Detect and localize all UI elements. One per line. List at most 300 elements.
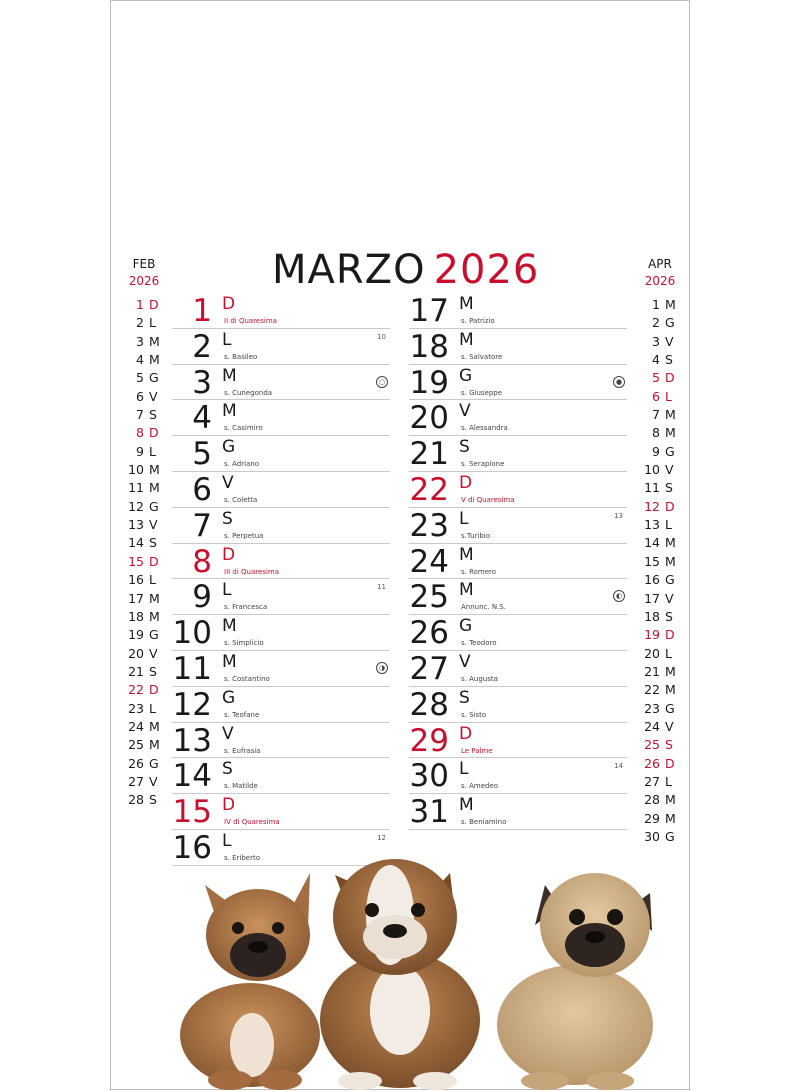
prev-month-day-letter: S — [149, 407, 157, 423]
next-month-day-number: 19 — [644, 627, 660, 643]
next-month-day-letter: S — [665, 480, 673, 496]
day-number: 12 — [172, 686, 212, 723]
day-number: 25 — [409, 579, 449, 616]
next-month-day-letter: M — [665, 407, 676, 423]
prev-month-day-row — [122, 553, 166, 571]
next-month-day-number: 1 — [652, 297, 660, 312]
next-month-day-number: 6 — [652, 388, 660, 404]
saint-name: s. Simplicio — [224, 639, 264, 648]
day-number: 9 — [192, 579, 212, 616]
next-month-day-letter: S — [665, 352, 673, 368]
saint-name: s. Cunegonda — [224, 388, 273, 397]
day-number: 16 — [172, 829, 212, 866]
next-month-day-row — [638, 736, 682, 754]
next-month-day-number: 24 — [644, 718, 660, 734]
next-month-day-number: 7 — [652, 407, 660, 423]
week-number: 11 — [377, 583, 386, 592]
day-row — [409, 365, 627, 401]
next-month-day-letter: D — [665, 370, 675, 386]
prev-month-day-number: 15 — [128, 553, 144, 569]
saint-name: s. Matilde — [224, 782, 258, 791]
saint-name: s. Basileo — [224, 352, 258, 361]
day-number: 23 — [409, 507, 449, 544]
prev-month-day-row — [122, 736, 166, 754]
days-column-left — [172, 293, 390, 866]
prev-month-day-letter: M — [149, 352, 160, 368]
saint-name: III di Quaresima — [224, 567, 279, 576]
prev-month-day-row — [122, 534, 166, 552]
next-month-day-letter: L — [665, 645, 672, 661]
day-row — [409, 293, 627, 329]
month-title — [272, 244, 539, 296]
next-month-day-letter: M — [665, 810, 676, 826]
prev-month-day-number: 9 — [136, 443, 144, 459]
day-row — [172, 400, 390, 436]
next-month-day-letter: L — [665, 773, 672, 789]
day-row — [172, 794, 390, 830]
saint-name: Annunc. N.S. — [461, 603, 506, 612]
next-month-day-row — [638, 534, 682, 552]
next-month-day-row — [638, 553, 682, 571]
prev-month-day-number: 26 — [128, 755, 144, 771]
next-month-day-number: 10 — [644, 462, 660, 478]
next-month-day-row — [638, 443, 682, 461]
next-month-day-number: 15 — [644, 553, 660, 569]
day-row — [172, 758, 390, 794]
day-letter: D — [459, 723, 473, 744]
next-month-day-number: 2 — [652, 315, 660, 331]
prev-month-day-letter: L — [149, 572, 156, 588]
next-month-day-number: 25 — [644, 737, 660, 753]
saint-name: s.Turibio — [461, 531, 491, 540]
prev-month-day-letter: L — [149, 315, 156, 331]
day-number: 30 — [409, 758, 449, 795]
next-month-day-row — [638, 388, 682, 406]
next-month-day-letter: M — [665, 792, 676, 808]
next-month-day-row — [638, 681, 682, 699]
prev-month-day-number: 27 — [128, 773, 144, 789]
prev-month-day-row — [122, 369, 166, 387]
prev-month-year: 2026 — [128, 274, 160, 288]
month-name: MARZO — [272, 247, 426, 293]
next-month-day-row — [638, 333, 682, 351]
next-month-day-row — [638, 828, 682, 846]
prev-month-day-row — [122, 424, 166, 442]
day-row — [409, 544, 627, 580]
next-month-day-number: 9 — [652, 443, 660, 459]
prev-month-day-number: 1 — [136, 297, 144, 312]
day-number: 7 — [192, 507, 212, 544]
prev-month-day-letter: D — [149, 425, 159, 441]
next-month-name: APR — [648, 257, 672, 271]
day-number: 20 — [409, 400, 449, 437]
next-month-day-number: 8 — [652, 425, 660, 441]
prev-month-day-number: 23 — [128, 700, 144, 716]
prev-month-day-letter: M — [149, 608, 160, 624]
day-letter: D — [222, 795, 236, 816]
next-month-day-letter: D — [665, 755, 675, 771]
saint-name: s. Patrizio — [461, 317, 495, 325]
next-month-day-letter: M — [665, 425, 676, 441]
day-letter: V — [459, 401, 471, 422]
prev-month-day-letter: M — [149, 590, 160, 606]
prev-month-day-row — [122, 351, 166, 369]
day-row — [172, 293, 390, 329]
prev-month-days — [122, 296, 166, 810]
saint-name: V di Quaresima — [461, 495, 515, 504]
month-year: 2026 — [433, 247, 540, 293]
prev-month-day-row — [122, 773, 166, 791]
prev-month-day-letter: M — [149, 737, 160, 753]
day-number: 28 — [409, 686, 449, 723]
prev-month-day-letter: D — [149, 297, 159, 312]
day-number: 24 — [409, 543, 449, 580]
prev-month-day-number: 21 — [128, 663, 144, 679]
day-row — [409, 472, 627, 508]
prev-month-day-row — [122, 516, 166, 534]
next-month-day-row — [638, 498, 682, 516]
week-number: 14 — [614, 762, 623, 771]
day-row — [172, 687, 390, 723]
day-letter: M — [459, 544, 474, 565]
prev-month-day-row — [122, 663, 166, 681]
next-month-day-number: 17 — [644, 590, 660, 606]
saint-name: s. Amedeo — [461, 782, 499, 791]
day-row — [172, 579, 390, 615]
day-letter: D — [459, 472, 473, 493]
day-row — [172, 365, 390, 401]
next-month-day-letter: M — [665, 663, 676, 679]
prev-month-day-letter: G — [149, 370, 159, 386]
next-month-day-row — [638, 516, 682, 534]
day-number: 19 — [409, 364, 449, 401]
saint-name: s. Teofane — [224, 710, 260, 719]
week-number: 13 — [614, 511, 623, 520]
day-letter: M — [222, 365, 237, 386]
next-month-day-row — [638, 663, 682, 681]
prev-month-day-number: 28 — [128, 792, 144, 808]
next-month-day-number: 30 — [644, 828, 660, 844]
day-letter: S — [459, 687, 470, 708]
next-month-day-row — [638, 645, 682, 663]
puppies-image — [150, 845, 670, 1090]
pug-shape — [497, 873, 653, 1090]
saint-name: s. Teodoro — [461, 639, 497, 648]
prev-month-day-number: 3 — [136, 333, 144, 349]
next-month-day-letter: M — [665, 553, 676, 569]
next-month-day-number: 5 — [652, 370, 660, 386]
next-month-day-number: 4 — [652, 352, 660, 368]
next-month-day-letter: M — [665, 297, 676, 312]
day-row — [172, 615, 390, 651]
prev-month-day-row — [122, 681, 166, 699]
next-month-day-number: 12 — [644, 498, 660, 514]
prev-month-day-row — [122, 755, 166, 773]
day-row — [409, 579, 627, 615]
saint-name: s. Giuseppe — [461, 388, 503, 397]
next-month-day-letter: S — [665, 737, 673, 753]
day-row — [409, 651, 627, 687]
saint-name: s. Beniamino — [461, 818, 507, 827]
next-month-day-row — [638, 424, 682, 442]
prev-month-day-letter: G — [149, 755, 159, 771]
prev-month-day-letter: S — [149, 663, 157, 679]
prev-month-day-letter: L — [149, 700, 156, 716]
prev-month-day-row — [122, 443, 166, 461]
prev-month-day-number: 24 — [128, 718, 144, 734]
next-month-day-number: 3 — [652, 333, 660, 349]
prev-month-day-letter: M — [149, 462, 160, 478]
next-month-day-number: 11 — [644, 480, 660, 496]
day-number: 5 — [192, 436, 212, 473]
prev-month-day-row — [122, 791, 166, 809]
day-letter: L — [222, 580, 232, 601]
day-number: 4 — [192, 400, 212, 437]
prev-month-header — [122, 256, 166, 290]
next-month-day-letter: G — [665, 443, 675, 459]
next-month-day-row — [638, 479, 682, 497]
day-row — [409, 436, 627, 472]
next-month-day-number: 22 — [644, 682, 660, 698]
next-month-day-row — [638, 700, 682, 718]
next-month-day-row — [638, 590, 682, 608]
day-row — [172, 508, 390, 544]
day-number: 13 — [172, 722, 212, 759]
next-month-day-row — [638, 369, 682, 387]
prev-month-day-row — [122, 333, 166, 351]
saint-name: s. Sisto — [461, 710, 487, 719]
next-month-days — [638, 296, 682, 846]
day-row — [172, 436, 390, 472]
prev-month-day-letter: G — [149, 627, 159, 643]
next-month-day-letter: G — [665, 700, 675, 716]
moon-phase-first-icon: ◐ — [613, 590, 625, 602]
day-letter: G — [459, 616, 473, 637]
next-month-day-row — [638, 296, 682, 314]
prev-month-day-number: 8 — [136, 425, 144, 441]
moon-phase-full-icon: ○ — [376, 376, 388, 388]
next-month-day-letter: M — [665, 535, 676, 551]
day-number: 31 — [409, 794, 449, 831]
next-month-day-number: 27 — [644, 773, 660, 789]
saint-name: II di Quaresima — [224, 317, 277, 325]
day-row — [409, 687, 627, 723]
prev-month-day-number: 12 — [128, 498, 144, 514]
prev-month-day-letter: S — [149, 535, 157, 551]
next-month-day-letter: V — [665, 462, 674, 478]
next-month-day-number: 14 — [644, 535, 660, 551]
saint-name: s. Romero — [461, 567, 497, 576]
prev-month-day-row — [122, 296, 166, 314]
saint-name: s. Eriberto — [224, 853, 260, 862]
moon-phase-new-icon: ● — [613, 376, 625, 388]
day-letter: M — [459, 329, 474, 350]
prev-month-day-number: 25 — [128, 737, 144, 753]
day-number: 27 — [409, 650, 449, 687]
prev-month-day-row — [122, 498, 166, 516]
day-letter: M — [459, 294, 474, 314]
next-month-day-letter: D — [665, 498, 675, 514]
prev-month-day-number: 13 — [128, 517, 144, 533]
day-letter: V — [459, 651, 471, 672]
day-letter: L — [459, 508, 469, 529]
day-letter: S — [222, 508, 233, 529]
saint-name: s. Eufrasia — [224, 746, 261, 755]
day-letter: D — [222, 544, 236, 565]
day-letter: M — [222, 401, 237, 422]
next-month-day-number: 26 — [644, 755, 660, 771]
day-number: 29 — [409, 722, 449, 759]
prev-month-day-letter: S — [149, 792, 157, 808]
day-row — [172, 472, 390, 508]
next-month-day-letter: G — [665, 572, 675, 588]
day-row — [172, 723, 390, 759]
prev-month-day-number: 4 — [136, 352, 144, 368]
day-letter: M — [222, 616, 237, 637]
day-letter: L — [222, 830, 232, 851]
next-month-day-letter: S — [665, 608, 673, 624]
day-letter: M — [459, 795, 474, 816]
prev-month-day-number: 10 — [128, 462, 144, 478]
next-month-day-letter: M — [665, 682, 676, 698]
next-month-day-letter: G — [665, 828, 675, 844]
day-row — [409, 615, 627, 651]
prev-month-day-row — [122, 700, 166, 718]
prev-month-day-number: 7 — [136, 407, 144, 423]
day-letter: L — [222, 329, 232, 350]
next-month-day-row — [638, 314, 682, 332]
saint-name: s. Serapione — [461, 460, 505, 469]
prev-month-day-letter: D — [149, 682, 159, 698]
prev-month-day-letter: V — [149, 645, 158, 661]
days-column-right — [409, 293, 627, 830]
prev-month-day-row — [122, 571, 166, 589]
saint-name: s. Costantino — [224, 674, 270, 683]
prev-month-day-number: 20 — [128, 645, 144, 661]
prev-month-name: FEB — [132, 257, 156, 271]
prev-month-day-letter: D — [149, 553, 159, 569]
day-letter: D — [222, 294, 236, 314]
day-number: 21 — [409, 436, 449, 473]
next-month-day-row — [638, 718, 682, 736]
next-month-day-number: 28 — [644, 792, 660, 808]
saint-name: s. Perpetua — [224, 531, 264, 540]
saint-name: s. Salvatore — [461, 352, 503, 361]
prev-month-day-number: 22 — [128, 682, 144, 698]
prev-month-day-number: 5 — [136, 370, 144, 386]
prev-month-day-letter: V — [149, 517, 158, 533]
next-month-day-row — [638, 608, 682, 626]
day-letter: S — [222, 759, 233, 780]
day-number: 2 — [192, 328, 212, 365]
moon-phase-last-icon: ◑ — [376, 662, 388, 674]
prev-month-day-row — [122, 388, 166, 406]
next-month-day-letter: D — [665, 627, 675, 643]
day-letter: G — [459, 365, 473, 386]
prev-month-day-number: 17 — [128, 590, 144, 606]
day-number: 10 — [172, 615, 212, 652]
next-month-day-row — [638, 810, 682, 828]
day-letter: M — [222, 651, 237, 672]
saint-name: Le Palme — [461, 746, 493, 755]
prev-month-day-row — [122, 461, 166, 479]
prev-month-day-letter: M — [149, 480, 160, 496]
day-row — [409, 723, 627, 759]
day-row — [409, 400, 627, 436]
week-number: 12 — [377, 833, 386, 842]
next-month-day-row — [638, 755, 682, 773]
next-month-day-row — [638, 406, 682, 424]
day-number: 3 — [192, 364, 212, 401]
day-row — [409, 758, 627, 794]
prev-month-day-row — [122, 718, 166, 736]
prev-month-day-row — [122, 645, 166, 663]
prev-month-day-row — [122, 590, 166, 608]
next-month-day-letter: V — [665, 333, 674, 349]
day-letter: S — [459, 437, 470, 458]
prev-month-day-number: 11 — [128, 480, 144, 496]
week-number: 10 — [377, 332, 386, 341]
next-month-day-row — [638, 351, 682, 369]
prev-month-day-number: 18 — [128, 608, 144, 624]
day-number: 22 — [409, 471, 449, 508]
prev-month-day-row — [122, 626, 166, 644]
saint-name: s. Adriano — [224, 460, 260, 469]
day-letter: V — [222, 723, 234, 744]
english-bulldog-shape — [320, 859, 480, 1090]
next-month-day-number: 18 — [644, 608, 660, 624]
day-number: 1 — [192, 293, 212, 329]
next-month-day-number: 23 — [644, 700, 660, 716]
day-letter: M — [459, 580, 474, 601]
day-number: 18 — [409, 328, 449, 365]
prev-month-day-row — [122, 406, 166, 424]
next-month-day-row — [638, 461, 682, 479]
day-number: 8 — [192, 543, 212, 580]
saint-name: s. Casimiro — [224, 424, 263, 433]
day-row — [172, 651, 390, 687]
day-letter: V — [222, 472, 234, 493]
next-month-header — [638, 256, 682, 290]
prev-month-day-letter: M — [149, 333, 160, 349]
day-number: 26 — [409, 615, 449, 652]
day-number: 17 — [409, 293, 449, 329]
next-month-year: 2026 — [644, 274, 676, 288]
day-number: 14 — [172, 758, 212, 795]
prev-month-day-number: 19 — [128, 627, 144, 643]
day-letter: G — [222, 437, 236, 458]
prev-month-day-letter: G — [149, 498, 159, 514]
day-number: 15 — [172, 794, 212, 831]
prev-month-day-row — [122, 314, 166, 332]
prev-month-column — [122, 256, 166, 810]
prev-month-day-number: 6 — [136, 388, 144, 404]
prev-month-day-number: 2 — [136, 315, 144, 331]
next-month-day-row — [638, 773, 682, 791]
prev-month-day-letter: V — [149, 773, 158, 789]
next-month-day-row — [638, 626, 682, 644]
saint-name: IV di Quaresima — [224, 818, 280, 827]
next-month-day-row — [638, 791, 682, 809]
next-month-day-letter: L — [665, 517, 672, 533]
prev-month-day-letter: V — [149, 388, 158, 404]
next-month-day-number: 21 — [644, 663, 660, 679]
next-month-day-number: 13 — [644, 517, 660, 533]
next-month-column — [638, 256, 682, 846]
next-month-day-row — [638, 571, 682, 589]
day-row — [172, 329, 390, 365]
day-letter: L — [459, 759, 469, 780]
